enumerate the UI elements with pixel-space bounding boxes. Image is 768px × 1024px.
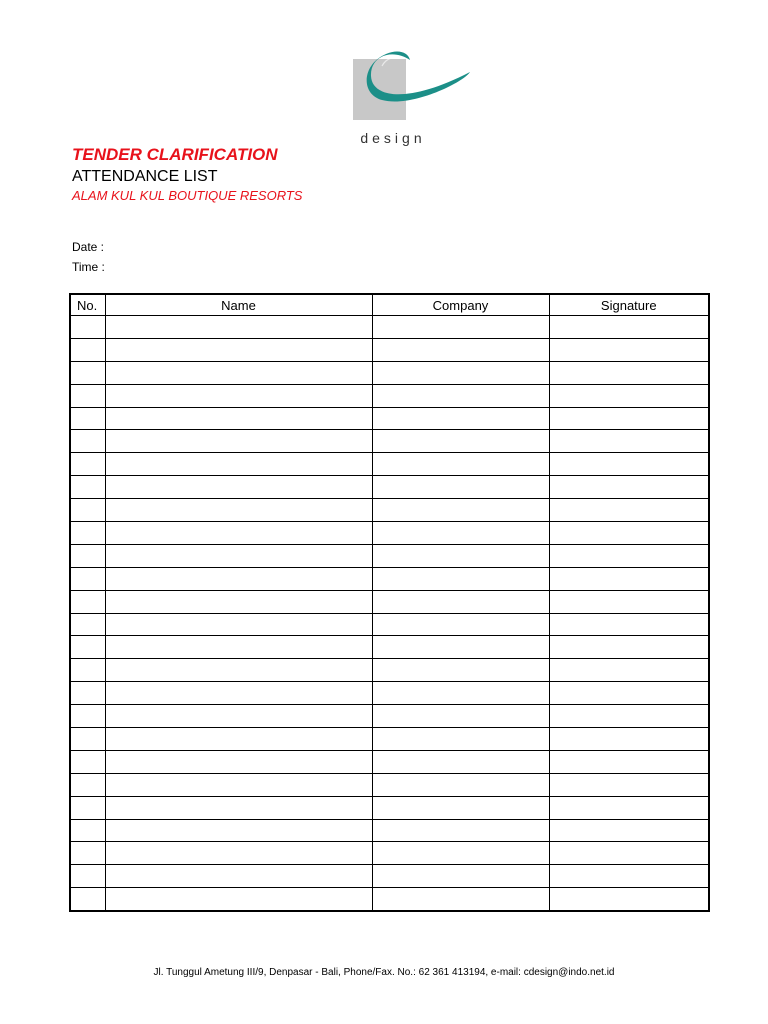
cell-no xyxy=(70,613,105,636)
table-row xyxy=(70,384,709,407)
cell-no xyxy=(70,865,105,888)
table-row xyxy=(70,613,709,636)
cell-signature xyxy=(549,407,709,430)
cell-company xyxy=(372,659,549,682)
cell-signature xyxy=(549,316,709,339)
cell-name xyxy=(105,865,372,888)
cell-no xyxy=(70,522,105,545)
cell-signature xyxy=(549,476,709,499)
column-header-no: No. xyxy=(70,294,105,316)
cell-no xyxy=(70,842,105,865)
project-name: ALAM KUL KUL BOUTIQUE RESORTS xyxy=(72,188,303,203)
table-row xyxy=(70,407,709,430)
cell-company xyxy=(372,544,549,567)
cell-name xyxy=(105,476,372,499)
cell-no xyxy=(70,888,105,911)
cell-company xyxy=(372,842,549,865)
cell-signature xyxy=(549,613,709,636)
cell-no xyxy=(70,476,105,499)
cell-signature xyxy=(549,361,709,384)
table-row xyxy=(70,453,709,476)
cell-name xyxy=(105,842,372,865)
table-row xyxy=(70,659,709,682)
cell-no xyxy=(70,636,105,659)
cell-name xyxy=(105,659,372,682)
cell-company xyxy=(372,316,549,339)
cell-name xyxy=(105,544,372,567)
cell-name xyxy=(105,613,372,636)
cell-company xyxy=(372,750,549,773)
table-row xyxy=(70,361,709,384)
column-header-signature: Signature xyxy=(549,294,709,316)
table-row xyxy=(70,796,709,819)
table-row xyxy=(70,705,709,728)
cell-signature xyxy=(549,522,709,545)
cell-name xyxy=(105,567,372,590)
cell-signature xyxy=(549,865,709,888)
cell-name xyxy=(105,522,372,545)
table-row xyxy=(70,522,709,545)
cell-name xyxy=(105,728,372,751)
cell-signature xyxy=(549,773,709,796)
cell-company xyxy=(372,796,549,819)
cell-no xyxy=(70,682,105,705)
table-row xyxy=(70,430,709,453)
cell-company xyxy=(372,453,549,476)
cell-no xyxy=(70,316,105,339)
cell-company xyxy=(372,407,549,430)
cell-name xyxy=(105,384,372,407)
c-swoosh-logo-icon xyxy=(352,46,477,130)
cell-signature xyxy=(549,384,709,407)
cell-company xyxy=(372,476,549,499)
cell-company xyxy=(372,590,549,613)
cell-name xyxy=(105,682,372,705)
cell-no xyxy=(70,567,105,590)
cell-no xyxy=(70,499,105,522)
time-field-label: Time : xyxy=(72,260,105,274)
cell-name xyxy=(105,338,372,361)
table-row xyxy=(70,316,709,339)
cell-signature xyxy=(549,728,709,751)
footer-address: Jl. Tunggul Ametung III/9, Denpasar - Bali, Phone/Fax. No.: 62 361 413194, e-mail: cdesign@indo.net.id xyxy=(153,967,615,978)
cell-name xyxy=(105,773,372,796)
cell-name xyxy=(105,499,372,522)
cell-name xyxy=(105,407,372,430)
document-subtitle: ATTENDANCE LIST xyxy=(72,168,218,185)
cell-no xyxy=(70,544,105,567)
table-row xyxy=(70,865,709,888)
cell-company xyxy=(372,682,549,705)
cell-signature xyxy=(549,888,709,911)
cell-signature xyxy=(549,590,709,613)
cell-signature xyxy=(549,750,709,773)
cell-no xyxy=(70,659,105,682)
cell-name xyxy=(105,590,372,613)
cell-signature xyxy=(549,453,709,476)
cell-signature xyxy=(549,338,709,361)
cell-name xyxy=(105,888,372,911)
cell-signature xyxy=(549,705,709,728)
table-header-row xyxy=(70,294,709,316)
cell-company xyxy=(372,865,549,888)
cell-company xyxy=(372,384,549,407)
cell-company xyxy=(372,522,549,545)
table-row xyxy=(70,338,709,361)
cell-name xyxy=(105,819,372,842)
table-row xyxy=(70,750,709,773)
cell-signature xyxy=(549,796,709,819)
cell-company xyxy=(372,430,549,453)
table-row xyxy=(70,636,709,659)
table-row xyxy=(70,476,709,499)
cell-name xyxy=(105,705,372,728)
cell-name xyxy=(105,316,372,339)
cell-no xyxy=(70,361,105,384)
cell-name xyxy=(105,796,372,819)
cell-no xyxy=(70,430,105,453)
cell-signature xyxy=(549,499,709,522)
cell-no xyxy=(70,453,105,476)
column-header-name: Name xyxy=(105,294,372,316)
cell-company xyxy=(372,705,549,728)
cell-company xyxy=(372,728,549,751)
cell-signature xyxy=(549,842,709,865)
cell-signature xyxy=(549,682,709,705)
date-field-label: Date : xyxy=(72,240,105,254)
company-logo xyxy=(352,46,477,151)
cell-name xyxy=(105,453,372,476)
cell-company xyxy=(372,361,549,384)
cell-no xyxy=(70,728,105,751)
table-row xyxy=(70,590,709,613)
cell-name xyxy=(105,750,372,773)
table-row xyxy=(70,819,709,842)
logo-wordmark: design xyxy=(360,130,426,146)
cell-signature xyxy=(549,636,709,659)
cell-company xyxy=(372,613,549,636)
cell-no xyxy=(70,338,105,361)
cell-company xyxy=(372,773,549,796)
cell-signature xyxy=(549,544,709,567)
column-header-company: Company xyxy=(372,294,549,316)
cell-name xyxy=(105,636,372,659)
cell-company xyxy=(372,888,549,911)
document-title: TENDER CLARIFICATION xyxy=(72,145,278,164)
cell-no xyxy=(70,407,105,430)
cell-no xyxy=(70,773,105,796)
cell-company xyxy=(372,819,549,842)
cell-no xyxy=(70,796,105,819)
cell-no xyxy=(70,384,105,407)
table-row xyxy=(70,728,709,751)
cell-signature xyxy=(549,819,709,842)
table-row xyxy=(70,682,709,705)
cell-company xyxy=(372,338,549,361)
cell-no xyxy=(70,705,105,728)
table-row xyxy=(70,773,709,796)
table-row xyxy=(70,499,709,522)
cell-company xyxy=(372,567,549,590)
cell-signature xyxy=(549,659,709,682)
table-body xyxy=(70,316,709,912)
cell-no xyxy=(70,750,105,773)
cell-no xyxy=(70,819,105,842)
cell-company xyxy=(372,636,549,659)
table-row xyxy=(70,544,709,567)
table-row xyxy=(70,888,709,911)
cell-company xyxy=(372,499,549,522)
cell-no xyxy=(70,590,105,613)
cell-name xyxy=(105,361,372,384)
cell-name xyxy=(105,430,372,453)
cell-signature xyxy=(549,567,709,590)
attendance-table xyxy=(69,293,710,912)
table-row xyxy=(70,567,709,590)
table-row xyxy=(70,842,709,865)
cell-signature xyxy=(549,430,709,453)
